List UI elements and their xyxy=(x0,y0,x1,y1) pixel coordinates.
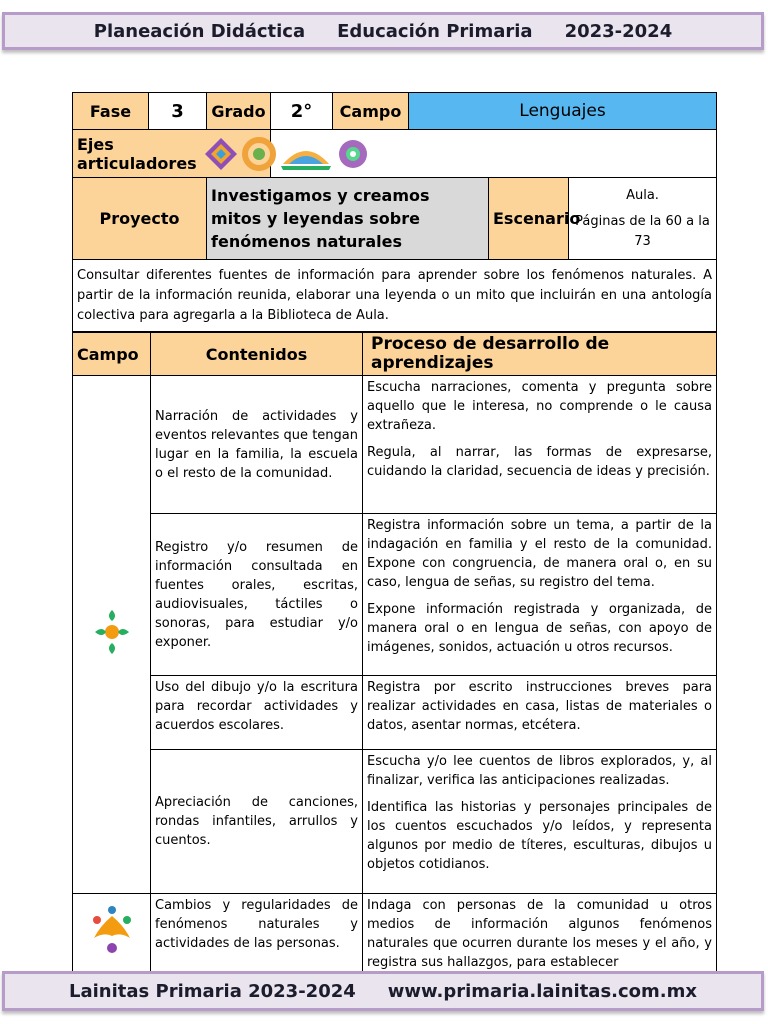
campo-header: Campo xyxy=(73,333,151,376)
proceso-item: Expone información registrada y organizada, de manera oral o en lengua de señas, con apoyo de imágenes, sonidos, actuación u otros recursos. xyxy=(367,602,712,655)
proyecto-label: Proyecto xyxy=(73,178,207,260)
header-title: Planeación Didáctica xyxy=(93,20,306,42)
proceso-item: Registra información sobre un tema, a partir de la indagación en familia y el resto de la comunidad. Expone con congruencia, de manera oral o, en su caso, lengua de señas, su registro del tema. xyxy=(367,518,712,590)
campo-saberes-cell xyxy=(73,894,151,975)
proceso-item: Registra por escrito instrucciones breves para realizar actividades en casa, listas de materiales o datos, asentar normas, etcétera. xyxy=(367,680,712,733)
project-description: Consultar diferentes fuentes de información para aprender sobre los fenómenos naturales. A partir de la información reunida, elaborar una leyenda o un mito que incluirán en una antología colectiva para agregarla a la Biblioteca de Aula. xyxy=(73,260,717,332)
escenario-paginas: Páginas de la 60 a la 73 xyxy=(575,213,710,249)
contenido-cell: Uso del dibujo y/o la escritura para recordar actividades y acuerdos escolares. xyxy=(151,676,363,750)
proceso-item: Escucha y/o lee cuentos de libros explorados, y, al finalizar, verifica las anticipaciones realizadas. xyxy=(367,754,712,788)
contenido-cell: Narración de actividades y eventos relevantes que tengan lugar en la familia, la escuela o el resto de la comunidad. xyxy=(151,376,363,514)
grado-value: 2° xyxy=(271,93,333,130)
contenido-cell: Cambios y regularidades de fenómenos naturales y actividades de las personas. xyxy=(151,894,363,975)
table-row xyxy=(73,894,717,975)
content-table xyxy=(72,332,717,975)
campo-value: Lenguajes xyxy=(409,93,717,130)
interculturalidad-icon xyxy=(279,136,333,172)
lenguajes-campo-icon xyxy=(92,606,132,658)
ejes-label: Ejes articuladores xyxy=(77,134,197,173)
proyecto-value: Investigamos y creamos mitos y leyendas sobre fenómenos naturales xyxy=(207,178,489,260)
campo-label: Campo xyxy=(333,93,409,130)
fase-value: 3 xyxy=(149,93,207,130)
contenidos-header: Contenidos xyxy=(151,333,363,376)
contenido-cell: Apreciación de canciones, rondas infantiles, arrullos y cuentos. xyxy=(151,750,363,894)
header-year: 2023-2024 xyxy=(564,20,673,42)
inclusion-icon xyxy=(203,136,239,172)
footer-brand: Lainitas Primaria 2023-2024 xyxy=(69,980,356,1002)
proceso-item: Regula, al narrar, las formas de expresarse, cuidando la claridad, secuencia de ideas y precisión. xyxy=(367,445,712,479)
proceso-item: Escucha narraciones, comenta y pregunta sobre aquello que le interesa, no comprende o le causa extrañeza. xyxy=(367,380,712,433)
ejes-icons xyxy=(203,136,371,172)
footer-url[interactable]: www.primaria.lainitas.com.mx xyxy=(387,980,697,1002)
header-level: Educación Primaria xyxy=(337,20,533,42)
saberes-campo-icon xyxy=(87,904,137,958)
escenario-label: Escenario xyxy=(489,178,569,260)
table-row xyxy=(73,376,717,514)
campo-lenguajes-cell xyxy=(73,376,151,894)
proceso-item: Identifica las historias y personajes principales de los cuentos escuchados y/o leídos, y representa algunos por medio de títeres, esculturas, dibujos u objetos cotidianos. xyxy=(367,800,712,872)
header-banner xyxy=(2,12,764,50)
meta-table xyxy=(72,92,717,332)
proceso-item: Indaga con personas de la comunidad u otros medios de información algunos fenómenos naturales que ocurren durante los meses y el año, y registra sus hallazgos, para establecer xyxy=(363,894,717,975)
vida-saludable-icon xyxy=(335,136,371,172)
table-row xyxy=(73,514,717,676)
fase-label: Fase xyxy=(73,93,149,130)
proceso-header: Proceso de desarrollo de aprendizajes xyxy=(363,333,717,376)
contenido-cell: Registro y/o resumen de información consultada en fuentes orales, escritas, audiovisuales, táctiles o sonoras, para estudiar y/o exponer. xyxy=(151,514,363,676)
table-row xyxy=(73,750,717,894)
grado-label: Grado xyxy=(207,93,271,130)
pensamiento-critico-icon xyxy=(241,136,277,172)
table-row xyxy=(73,676,717,750)
footer-banner xyxy=(2,971,764,1011)
escenario-aula: Aula. xyxy=(626,187,659,203)
